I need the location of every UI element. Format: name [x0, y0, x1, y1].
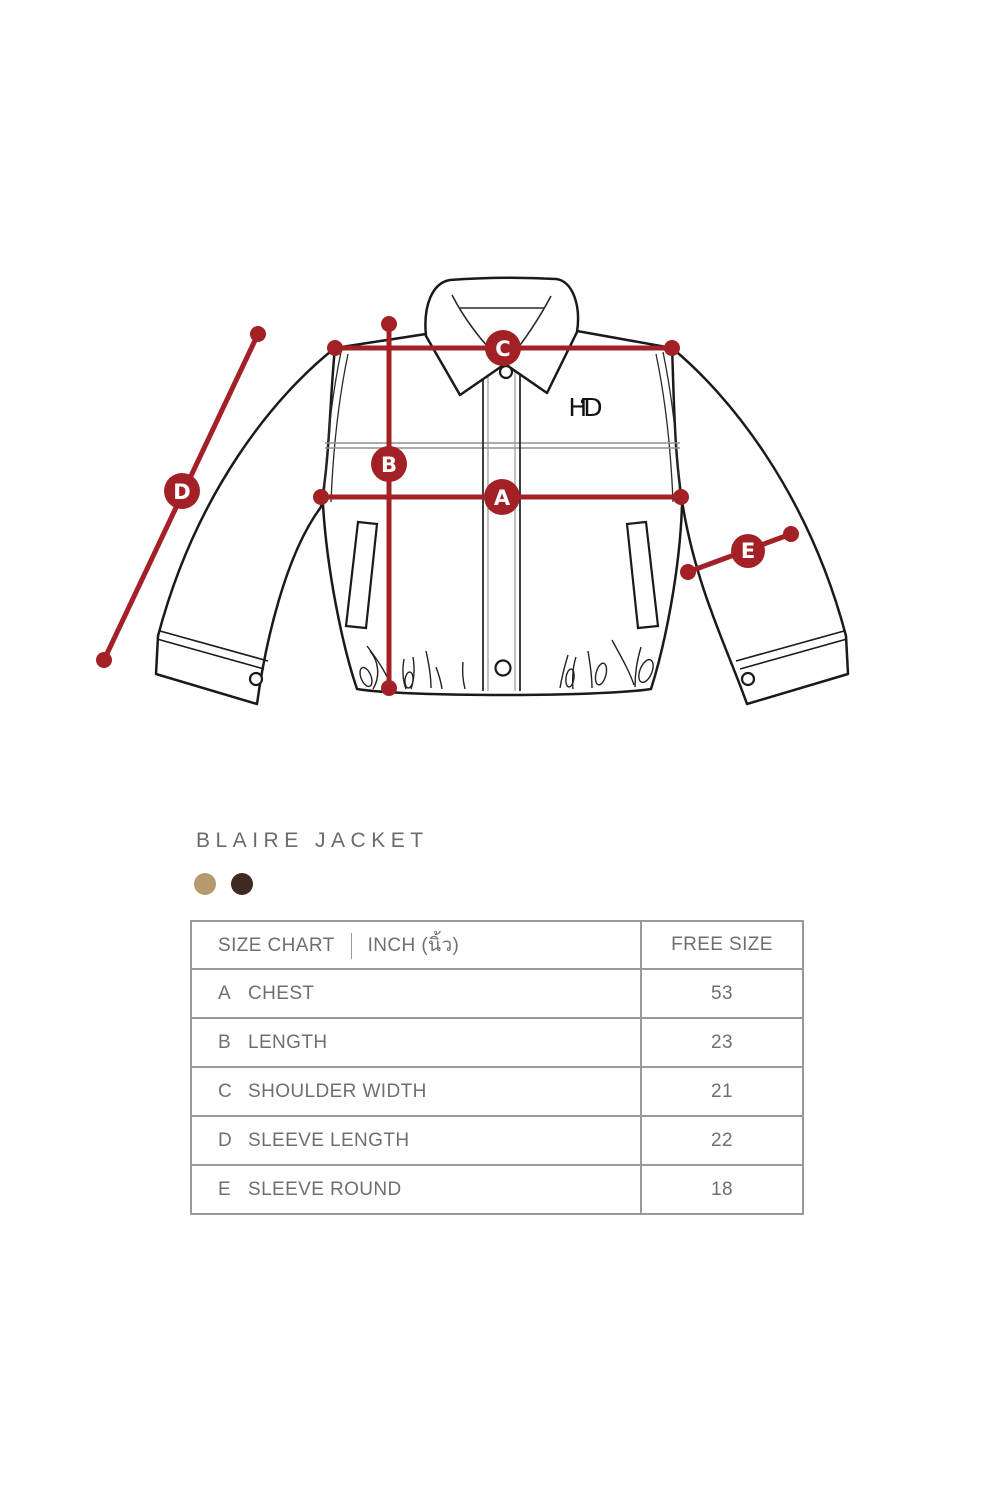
product-title: BLAIRE JACKET: [196, 829, 429, 852]
color-swatch-tan: [194, 873, 216, 895]
table-row-length: [191, 1018, 803, 1067]
measure-name-cell: [191, 1165, 641, 1214]
badge-letter-d: D: [173, 480, 191, 504]
right-cuff-button: [742, 673, 754, 685]
size-chart-header-title: SIZE CHART: [218, 935, 335, 956]
measure-value: 22: [641, 1116, 803, 1165]
measure-letter: B: [218, 1031, 232, 1053]
badge-letter-a: A: [493, 486, 511, 510]
size-chart-table: [190, 920, 804, 1215]
measure-letter: A: [218, 982, 232, 1004]
measure-name-cell: [191, 969, 641, 1018]
color-swatch-dark-brown: [231, 873, 253, 895]
left-cuff-button: [250, 673, 262, 685]
color-swatches: [193, 871, 273, 897]
jacket-left-sleeve: [156, 348, 335, 704]
measure-value: 21: [641, 1067, 803, 1116]
measure-letter: D: [218, 1129, 233, 1151]
size-chart-header-cell: [191, 921, 641, 969]
brand-logo-monogram: HƊ: [568, 393, 598, 422]
badge-letter-b: B: [380, 453, 398, 477]
measure-value: 18: [641, 1165, 803, 1214]
size-chart-header-row: [191, 921, 803, 969]
measure-label: SLEEVE LENGTH: [248, 1129, 410, 1151]
hem-button: [496, 661, 511, 676]
measure-name-cell: [191, 1067, 641, 1116]
header-divider: [351, 933, 352, 959]
badge-letter-c: C: [495, 337, 511, 361]
measure-name-cell: [191, 1116, 641, 1165]
size-chart-header-unit: INCH (นิ้ว): [367, 935, 460, 956]
table-row-chest: [191, 969, 803, 1018]
measure-name-cell: [191, 1018, 641, 1067]
measure-label: CHEST: [248, 982, 315, 1004]
table-row-sleeve-round: [191, 1165, 803, 1214]
free-size-header: FREE SIZE: [641, 921, 803, 969]
measure-label: LENGTH: [248, 1031, 328, 1053]
measure-label: SHOULDER WIDTH: [248, 1080, 427, 1102]
jacket-right-sleeve: [672, 348, 848, 704]
measure-letter: C: [218, 1080, 233, 1102]
table-row-shoulder-width: [191, 1067, 803, 1116]
measure-label: SLEEVE ROUND: [248, 1178, 402, 1200]
table-row-sleeve-length: [191, 1116, 803, 1165]
measure-value: 23: [641, 1018, 803, 1067]
neck-button: [500, 366, 512, 378]
measure-value: 53: [641, 969, 803, 1018]
badge-letter-e: E: [740, 539, 756, 563]
measure-letter: E: [218, 1178, 232, 1200]
